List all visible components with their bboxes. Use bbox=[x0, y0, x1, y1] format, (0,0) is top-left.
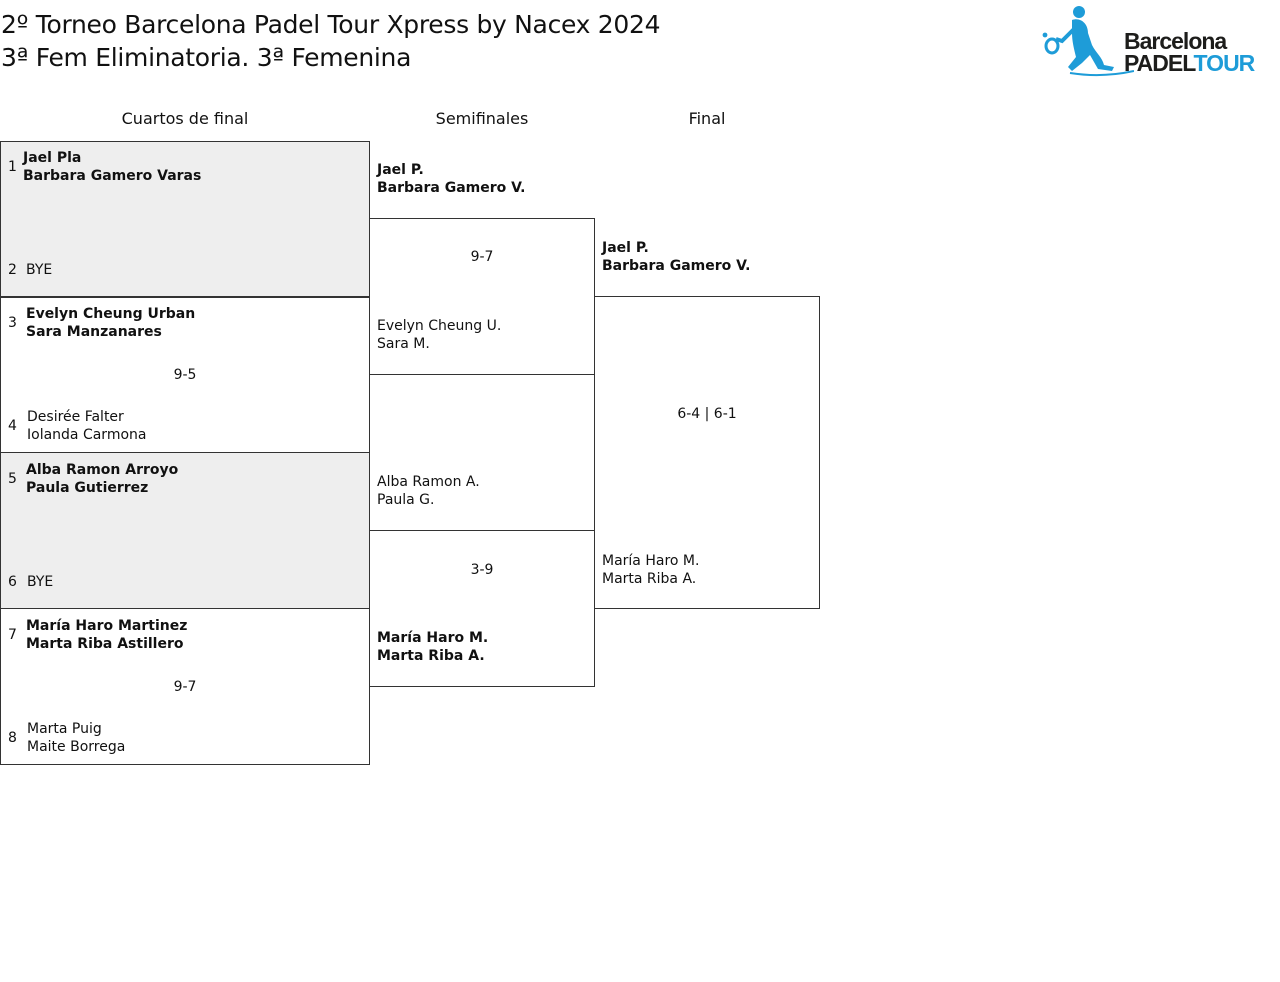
logo-text-padel: PADEL bbox=[1124, 50, 1194, 76]
final-team-b bbox=[602, 552, 699, 588]
seed-number: 6 bbox=[8, 574, 17, 590]
player-name: María Haro Martinez bbox=[26, 618, 188, 634]
player-name: María Haro M. bbox=[377, 630, 489, 646]
qf3-team-a bbox=[26, 461, 178, 497]
sf1-team-a bbox=[377, 161, 525, 197]
round-title-quarterfinals: Cuartos de final bbox=[121, 109, 249, 128]
match-score: 6-4 | 6-1 bbox=[677, 406, 737, 422]
player-name: Sara M. bbox=[377, 336, 430, 352]
player-name: Marta Riba A. bbox=[602, 571, 697, 587]
player-name: Alba Ramon A. bbox=[377, 474, 480, 490]
barcelona-padel-tour-logo bbox=[1042, 5, 1270, 77]
padel-player-icon bbox=[1042, 5, 1134, 77]
player-name: Barbara Gamero Varas bbox=[23, 168, 202, 184]
player-name: BYE bbox=[26, 262, 53, 278]
page-title: 2º Torneo Barcelona Padel Tour Xpress by Nacex 2024 bbox=[1, 10, 661, 39]
player-name: María Haro M. bbox=[602, 553, 700, 569]
seed-number: 7 bbox=[8, 627, 17, 643]
player-name: Iolanda Carmona bbox=[27, 427, 147, 443]
player-name: Desirée Falter bbox=[27, 409, 124, 425]
seed-number: 4 bbox=[8, 418, 17, 434]
player-name: Marta Riba A. bbox=[377, 648, 485, 664]
qf-match-3 bbox=[0, 452, 370, 609]
match-score: 9-7 bbox=[470, 249, 494, 265]
qf3-team-b bbox=[27, 573, 53, 591]
logo-text-padeltour bbox=[1124, 52, 1254, 74]
player-name: Jael P. bbox=[377, 162, 424, 178]
player-name: Barbara Gamero V. bbox=[602, 258, 751, 274]
qf1-team-b bbox=[26, 261, 52, 279]
seed-number: 3 bbox=[8, 315, 17, 331]
match-score: 3-9 bbox=[470, 562, 494, 578]
final-team-a bbox=[602, 239, 750, 275]
seed-number: 1 bbox=[8, 159, 17, 175]
page-subtitle: 3ª Fem Eliminatoria. 3ª Femenina bbox=[1, 43, 412, 72]
qf-match-2 bbox=[0, 296, 370, 453]
sf1-team-b bbox=[377, 317, 501, 353]
player-name: Barbara Gamero V. bbox=[377, 180, 526, 196]
seed-number: 8 bbox=[8, 730, 17, 746]
player-name: Marta Puig bbox=[27, 721, 102, 737]
qf1-team-a bbox=[23, 149, 201, 185]
round-title-final: Final bbox=[688, 109, 726, 128]
player-name: Evelyn Cheung Urban bbox=[26, 306, 196, 322]
qf-match-1 bbox=[0, 141, 370, 298]
sf-match-1 bbox=[369, 218, 595, 375]
sf-match-2 bbox=[369, 530, 595, 687]
player-name: BYE bbox=[27, 574, 54, 590]
player-name: Evelyn Cheung U. bbox=[377, 318, 502, 334]
sf2-team-a bbox=[377, 473, 480, 509]
qf2-team-b bbox=[27, 408, 146, 444]
match-score: 9-7 bbox=[173, 679, 197, 695]
round-title-semifinals: Semifinales bbox=[435, 109, 529, 128]
seed-number: 2 bbox=[8, 262, 17, 278]
sf2-team-b bbox=[377, 629, 488, 665]
player-name: Marta Riba Astillero bbox=[26, 636, 184, 652]
player-name: Paula Gutierrez bbox=[26, 480, 149, 496]
player-name: Sara Manzanares bbox=[26, 324, 162, 340]
qf4-team-a bbox=[26, 617, 187, 653]
qf4-team-b bbox=[27, 720, 125, 756]
player-name: Jael Pla bbox=[23, 150, 82, 166]
seed-number: 5 bbox=[8, 471, 17, 487]
player-name: Alba Ramon Arroyo bbox=[26, 462, 179, 478]
qf2-team-a bbox=[26, 305, 195, 341]
logo-text-tour: TOUR bbox=[1193, 50, 1255, 76]
final-match bbox=[594, 296, 820, 609]
player-name: Paula G. bbox=[377, 492, 435, 508]
match-score: 9-5 bbox=[173, 367, 197, 383]
player-name: Jael P. bbox=[602, 240, 649, 256]
player-name: Maite Borrega bbox=[27, 739, 126, 755]
qf-match-4 bbox=[0, 608, 370, 765]
logo-text-barcelona: Barcelona bbox=[1124, 28, 1227, 54]
